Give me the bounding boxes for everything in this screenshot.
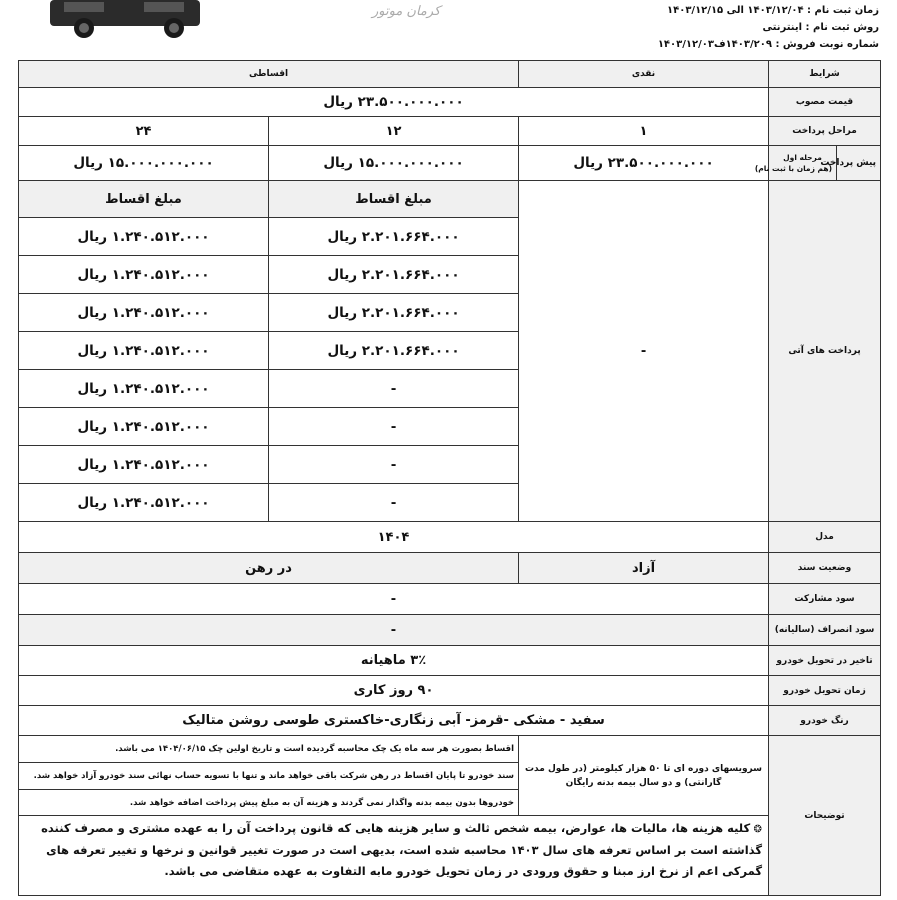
- color-row: [19, 706, 881, 736]
- cancel-label: سود انصراف (سالیانه): [769, 615, 881, 646]
- delivery-label: زمان تحویل خودرو: [769, 676, 881, 706]
- installment-24: ۱.۲۴۰.۵۱۲.۰۰۰ ریال: [19, 484, 269, 522]
- notes-row: [19, 736, 881, 763]
- first-stage-title: مرحله اول: [783, 153, 822, 162]
- delay-label: تاخیر در تحویل خودرو: [769, 646, 881, 676]
- installment-amount-header-12: مبلغ اقساط: [269, 181, 519, 218]
- delay-row: [19, 646, 881, 676]
- delivery-value: ۹۰ روز کاری: [19, 676, 769, 706]
- prepay-24: ۱۵.۰۰۰.۰۰۰.۰۰۰ ریال: [19, 146, 269, 181]
- price-value: ۲۳.۵۰۰.۰۰۰.۰۰۰ ریال: [19, 88, 769, 117]
- model-value: ۱۴۰۴: [19, 522, 769, 553]
- installment-24: ۱.۲۴۰.۵۱۲.۰۰۰ ریال: [19, 332, 269, 370]
- stage-24: ۲۴: [19, 117, 269, 146]
- document-label: وضعیت سند: [769, 553, 881, 584]
- partnership-row: [19, 584, 881, 615]
- document-cash: آزاد: [519, 553, 769, 584]
- cancel-row: [19, 615, 881, 646]
- conditions-row: [19, 61, 881, 88]
- brand-logo: کرمان موتور: [372, 4, 441, 19]
- prepay-12: ۱۵.۰۰۰.۰۰۰.۰۰۰ ریال: [269, 146, 519, 181]
- installment-12: -: [269, 446, 519, 484]
- cash-header: نقدی: [519, 61, 769, 88]
- page-header: [0, 0, 897, 60]
- prepay-cash: ۲۳.۵۰۰.۰۰۰.۰۰۰ ریال: [519, 146, 769, 181]
- service-note: سرویسهای دوره ای تا ۵۰ هزار کیلومتر (در طول مدت گارانتی) و دو سال بیمه بدنه رایگان: [519, 736, 769, 816]
- installment-header-row: [19, 181, 881, 218]
- future-payments-label: پرداخت های آتی: [769, 181, 881, 522]
- notes-label: توضیحات: [769, 736, 881, 896]
- car-image: [44, 0, 210, 40]
- color-label: رنگ خودرو: [769, 706, 881, 736]
- sale-info: [658, 2, 879, 53]
- installment-24: ۱.۲۴۰.۵۱۲.۰۰۰ ریال: [19, 218, 269, 256]
- sale-conditions-table: [18, 60, 881, 896]
- note-1: اقساط بصورت هر سه ماه یک چک محاسبه گردیده است و تاریخ اولین چک ۱۴۰۴/۰۶/۱۵ می باشد.: [19, 736, 519, 763]
- stage-12: ۱۲: [269, 117, 519, 146]
- price-row: [19, 88, 881, 117]
- general-note-text: کلیه هزینه ها، مالیات ها، عوارض، بیمه شخص ثالث و سایر هزینه هایی که قانون پرداخت آن را به عهده مشتری و مصرف کننده گذاشته است بر اساس تعرفه های سال ۱۴۰۳ محاسبه شده است، بدیهی است در صورت تغییر قوانین و نرخها و تغییر تعرفه های گمرکی اعم از نرخ ارز مبنا و حقوق ورودی در زمان تحویل خودرو مابه التفاوت به عهده متقاضی می باشد.: [41, 821, 763, 878]
- installment-amount-header-24: مبلغ اقساط: [19, 181, 269, 218]
- document-row: [19, 553, 881, 584]
- installment-12: ۲.۲۰۱.۶۶۴.۰۰۰ ریال: [269, 332, 519, 370]
- installment-24: ۱.۲۴۰.۵۱۲.۰۰۰ ریال: [19, 294, 269, 332]
- cancel-value: -: [19, 615, 769, 646]
- installment-24: ۱.۲۴۰.۵۱۲.۰۰۰ ریال: [19, 446, 269, 484]
- model-label: مدل: [769, 522, 881, 553]
- installment-24: ۱.۲۴۰.۵۱۲.۰۰۰ ریال: [19, 256, 269, 294]
- prepay-row: [19, 146, 881, 181]
- bullet-icon: ❂: [750, 824, 763, 835]
- installment-12: ۲.۲۰۱.۶۶۴.۰۰۰ ریال: [269, 256, 519, 294]
- stage-cash: ۱: [519, 117, 769, 146]
- future-cash: -: [519, 181, 769, 522]
- sale-number: شماره نوبت فروش : ۱۴۰۳/۲۰۹ف۱۴۰۳/۱۲/۰۳: [657, 39, 879, 50]
- installment-12: -: [269, 484, 519, 522]
- note-2: سند خودرو تا پایان اقساط در رهن شرکت باقی خواهد ماند و تنها با تسویه حساب نهائی سند خودرو آزاد خواهد شد.: [19, 763, 519, 790]
- general-note: [19, 816, 769, 896]
- first-stage-subtitle: (هم زمان با ثبت نام): [754, 164, 833, 173]
- delivery-row: [19, 676, 881, 706]
- model-row: [19, 522, 881, 553]
- price-label: قیمت مصوب: [769, 88, 881, 117]
- partnership-value: -: [19, 584, 769, 615]
- stages-row: [19, 117, 881, 146]
- conditions-label: شرایط: [769, 61, 881, 88]
- installment-12: ۲.۲۰۱.۶۶۴.۰۰۰ ریال: [269, 294, 519, 332]
- note-3: خودروها بدون بیمه بدنه واگذار نمی گردند و هزینه آن به مبلغ پیش پرداخت اضافه خواهد شد.: [19, 790, 519, 816]
- stages-label: مراحل پرداخت: [769, 117, 881, 146]
- delay-value: ۳٪ ماهیانه: [19, 646, 769, 676]
- installment-24: ۱.۲۴۰.۵۱۲.۰۰۰ ریال: [19, 370, 269, 408]
- color-value: سفید - مشکی -قرمز- آبی زنگاری-خاکستری طوسی روشن متالیک: [19, 706, 769, 736]
- registration-method: روش ثبت نام : اینترنتی: [762, 22, 879, 33]
- prepay-label: پیش پرداخت: [837, 146, 881, 181]
- general-note-row: [19, 816, 881, 896]
- installment-header: اقساطی: [19, 61, 519, 88]
- installment-12: ۲.۲۰۱.۶۶۴.۰۰۰ ریال: [269, 218, 519, 256]
- installment-12: -: [269, 370, 519, 408]
- installment-12: -: [269, 408, 519, 446]
- registration-time: زمان ثبت نام : ۱۴۰۳/۱۲/۰۴ الی ۱۴۰۳/۱۲/۱۵: [667, 5, 879, 16]
- installment-24: ۱.۲۴۰.۵۱۲.۰۰۰ ریال: [19, 408, 269, 446]
- partnership-label: سود مشارکت: [769, 584, 881, 615]
- document-installment: در رهن: [19, 553, 519, 584]
